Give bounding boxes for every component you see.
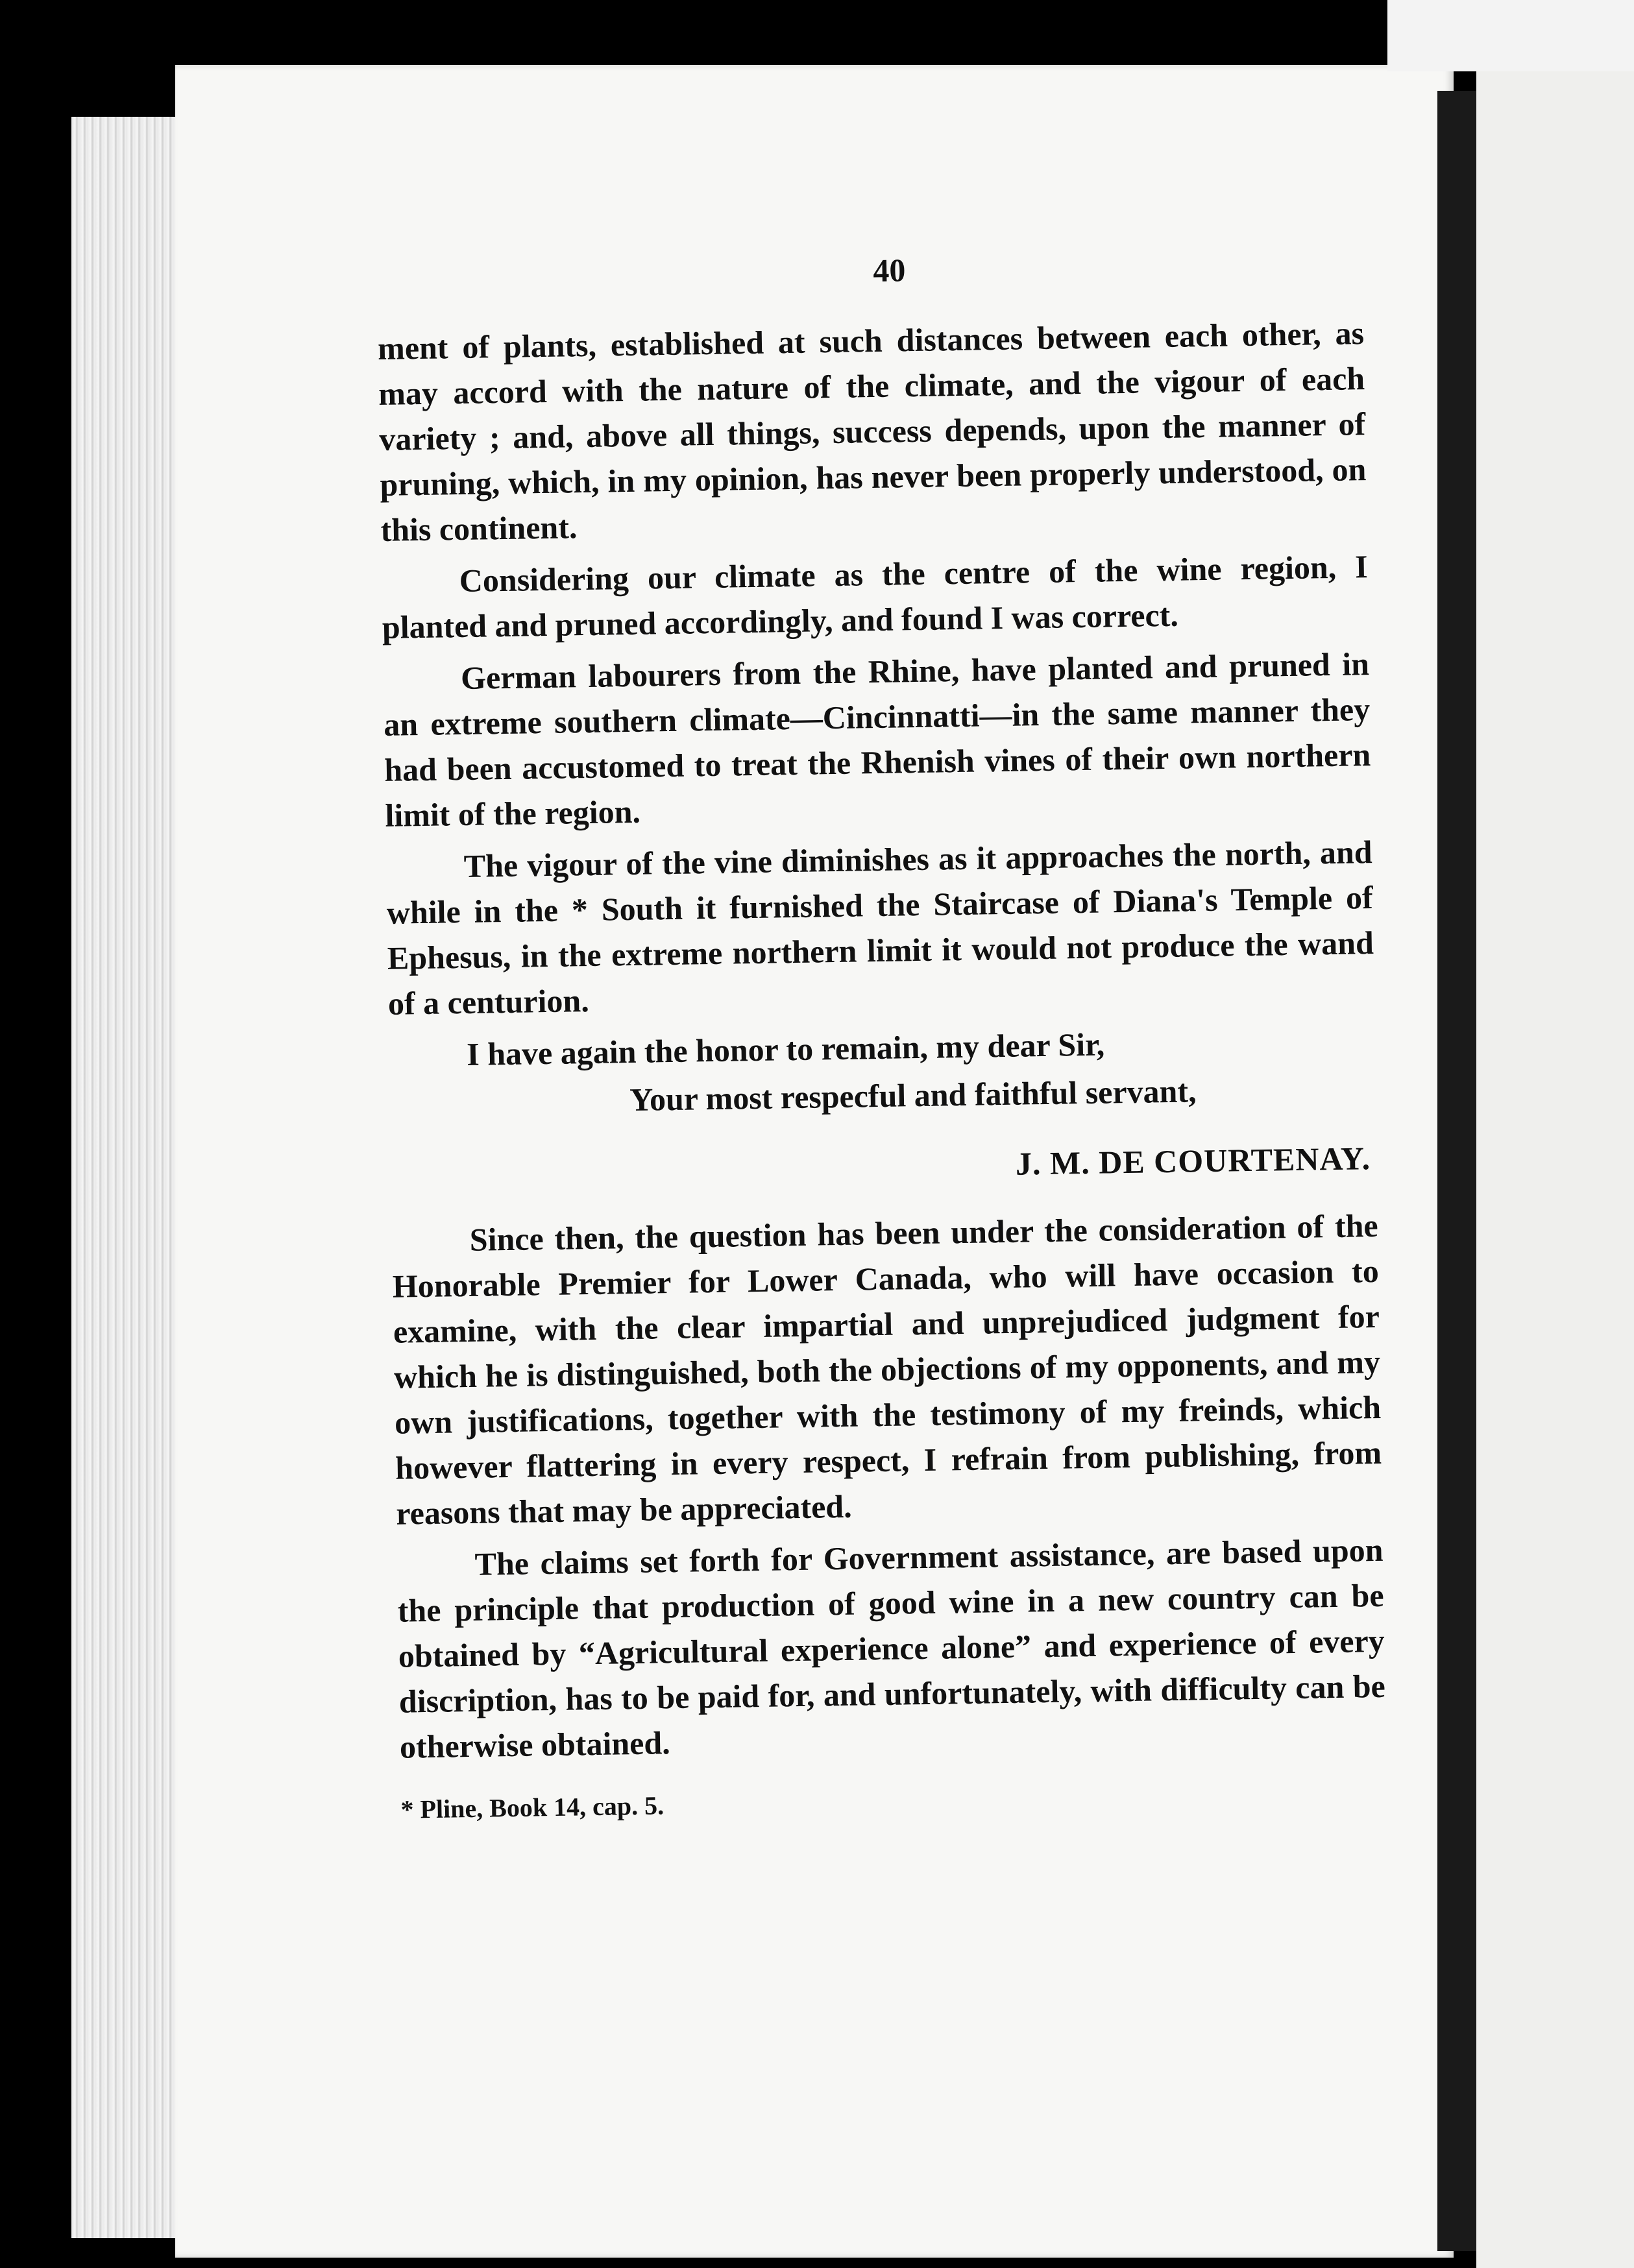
closing-valediction: Your most respecful and faithful servant, [629, 1072, 1197, 1118]
signature: J. M. DE COURTENAY. [1015, 1140, 1371, 1182]
paragraph-3: German labourers from the Rhine, have planted and pruned in an extreme southern climate—Cincinnatti—in the same manner they had been accustomed to treat the Rhenish vines of their own northern limit of the region. [383, 645, 1371, 834]
closing-salutation: I have again the honor to remain, my dear Sir, [466, 1026, 1105, 1072]
adjacent-page [1476, 65, 1634, 2268]
paragraph-1: ment of plants, established at such distances between each other, as may accord with the nature of the climate, and the vigour of each variety ; and, above all things, success depends, upon the manner of pruning, which, in my opinion, has never been properly understood, on this continent. [377, 315, 1367, 548]
page-text [376, 244, 1387, 1828]
footnote: * Pline, Book 14, cap. 5. [400, 1791, 665, 1824]
paragraph-5: Since then, the question has been under the consideration of the Honorable Premier for Lower Canada, who will have occasion to examine, with the clear impartial and unprejudiced judgment for which he is distinguished, both the objections of my opponents, and my own justifications, together with the testimony of my freinds, which however flattering in every respect, I refrain from publishing, from reasons that may be appreciated. [392, 1207, 1382, 1532]
adjacent-page-corner [1387, 0, 1634, 71]
page-number: 40 [872, 252, 906, 289]
paragraph-2: Considering our climate as the centre of the wine region, I planted and pruned accordingly, and found I was correct. [382, 548, 1369, 645]
paragraph-6: The claims set forth for Government assistance, are based upon the principle that production of good wine in a new country can be obtained by “Agricultural experience alone” and experience of every discription, has to be paid for, and unfortunately, with difficulty can be otherwise obtained. [397, 1531, 1386, 1765]
binding-gutter [1437, 91, 1476, 2251]
paragraph-4: The vigour of the vine diminishes as it approaches the north, and while in the * South it furnished the Staircase of Diana's Temple of Ephesus, in the extreme northern limit it would not produce the wand of a centurion. [386, 834, 1374, 1022]
page-edges [71, 117, 182, 2238]
